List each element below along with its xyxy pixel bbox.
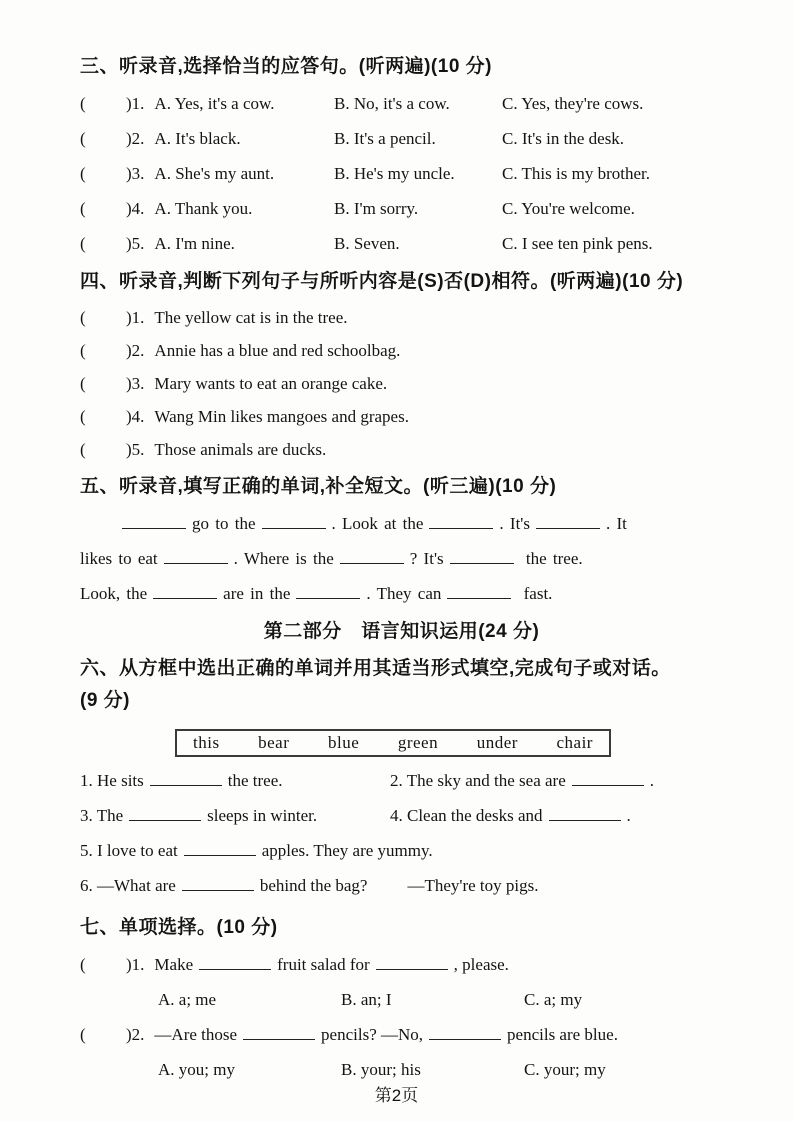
sentence-text: —They're toy pigs. xyxy=(407,876,539,895)
cloze-text: Look, the xyxy=(80,584,148,603)
statement-text: Wang Min likes mangoes and grapes. xyxy=(154,407,409,426)
sentence-text: . xyxy=(626,806,631,825)
s4-statement-row-1 xyxy=(80,301,723,334)
section-7-title: 七、单项选择。(10 分) xyxy=(80,917,278,938)
question-text: , please. xyxy=(453,955,509,974)
s3-question-row-2 xyxy=(80,121,723,156)
s3-question-row-5 xyxy=(80,226,723,261)
option-b: B. No, it's a cow. xyxy=(334,93,450,113)
option-b: B. Seven. xyxy=(334,233,400,253)
sentence-text: 1. He sits xyxy=(80,771,144,790)
sentence-text: 4. Clean the desks and xyxy=(390,806,543,825)
s3-question-row-1 xyxy=(80,86,723,121)
option-a: A. Thank you. xyxy=(154,198,253,218)
answer-paren-open: ( xyxy=(80,955,86,974)
answer-paren-open: ( xyxy=(80,93,86,113)
word-bank-word: chair xyxy=(556,733,593,752)
word-bank-word: bear xyxy=(258,733,290,752)
cloze-text: . They can xyxy=(366,584,442,603)
cloze-text: fast. xyxy=(523,584,553,603)
s6-item-6 xyxy=(80,868,723,903)
sentence-text: 3. The xyxy=(80,806,124,825)
answer-paren-open: ( xyxy=(80,374,86,393)
section-5-title: 五、听录音,填写正确的单词,补全短文。(听三遍)(10 分) xyxy=(80,476,557,497)
blank-line xyxy=(150,770,222,786)
question-text: pencils? —No, xyxy=(321,1025,424,1044)
answer-paren-open: ( xyxy=(80,308,86,327)
s3-question-row-3 xyxy=(80,156,723,191)
section-6-score: (9 分) xyxy=(80,690,131,711)
answer-paren-open: ( xyxy=(80,163,86,183)
sentence-text: apples. They are yummy. xyxy=(261,841,433,860)
cloze-text: are in the xyxy=(223,584,291,603)
sentence-text: 5. I love to eat xyxy=(80,841,178,860)
cloze-line-2 xyxy=(80,541,723,576)
s7-question-1 xyxy=(80,947,723,982)
question-number: )3. xyxy=(126,374,145,393)
page-number: 第2页 xyxy=(374,1086,419,1105)
option-b: B. an; I xyxy=(341,989,392,1009)
answer-paren-open: ( xyxy=(80,407,86,426)
blank-line xyxy=(243,1024,315,1040)
option-a: A. you; my xyxy=(158,1059,235,1079)
blank-line xyxy=(153,583,217,599)
question-number: )1. xyxy=(126,955,145,974)
part-2-header: 第二部分 语言知识运用(24 分) xyxy=(263,621,540,642)
option-c: C. This is my brother. xyxy=(502,163,650,183)
answer-paren-open: ( xyxy=(80,233,86,253)
word-bank-word: under xyxy=(476,733,518,752)
sentence-text: the tree. xyxy=(227,771,283,790)
cloze-line-1 xyxy=(80,506,723,541)
word-bank-word: green xyxy=(397,733,439,752)
answer-paren-open: ( xyxy=(80,128,86,148)
s6-items-row-1 xyxy=(80,763,723,798)
s6-items-row-2 xyxy=(80,798,723,833)
blank-line xyxy=(129,805,201,821)
blank-line xyxy=(164,548,228,564)
option-c: C. I see ten pink pens. xyxy=(502,233,653,253)
section-6-title: 六、从方框中选出正确的单词并用其适当形式填空,完成句子或对话。 xyxy=(80,658,671,679)
s6-item-5 xyxy=(80,833,723,868)
cloze-text: likes to eat xyxy=(80,549,158,568)
s4-statement-row-5 xyxy=(80,433,723,466)
question-number: )2. xyxy=(126,341,145,360)
cloze-text: the tree. xyxy=(525,549,583,568)
question-number: )4. xyxy=(126,198,145,218)
cloze-text: . Where is the xyxy=(233,549,334,568)
blank-line xyxy=(450,548,514,564)
option-a: A. I'm nine. xyxy=(154,233,235,253)
sentence-text: 6. —What are xyxy=(80,876,176,895)
blank-line xyxy=(184,840,256,856)
option-b: B. He's my uncle. xyxy=(334,163,455,183)
cloze-text: . Look at the xyxy=(331,514,424,533)
blank-line xyxy=(182,875,254,891)
cloze-text: . It's xyxy=(499,514,530,533)
word-bank-box xyxy=(175,729,611,757)
cloze-text: . It xyxy=(606,514,627,533)
option-c: C. It's in the desk. xyxy=(502,128,625,148)
statement-text: Annie has a blue and red schoolbag. xyxy=(154,341,401,360)
blank-line xyxy=(549,805,621,821)
s7-question-2 xyxy=(80,1017,723,1052)
sentence-text: behind the bag? xyxy=(259,876,368,895)
blank-line xyxy=(340,548,404,564)
question-text: pencils are blue. xyxy=(507,1025,618,1044)
question-number: )1. xyxy=(126,308,145,327)
word-bank-word: blue xyxy=(327,733,360,752)
option-c: C. Yes, they're cows. xyxy=(502,93,644,113)
option-b: B. I'm sorry. xyxy=(334,198,419,218)
question-text: Make xyxy=(154,955,194,974)
question-number: )5. xyxy=(126,233,145,253)
answer-paren-open: ( xyxy=(80,198,86,218)
cloze-line-3 xyxy=(80,576,723,611)
question-number: )2. xyxy=(126,1025,145,1044)
word-bank-word: this xyxy=(193,733,220,752)
question-number: )1. xyxy=(126,93,145,113)
question-number: )4. xyxy=(126,407,145,426)
s4-statement-row-2 xyxy=(80,334,723,367)
blank-line xyxy=(376,954,448,970)
statement-text: Mary wants to eat an orange cake. xyxy=(154,374,388,393)
option-a: A. It's black. xyxy=(154,128,241,148)
blank-line xyxy=(429,1024,501,1040)
question-text: fruit salad for xyxy=(277,955,370,974)
blank-line xyxy=(447,583,511,599)
option-c: C. your; my xyxy=(524,1059,606,1079)
answer-paren-open: ( xyxy=(80,341,86,360)
option-a: A. Yes, it's a cow. xyxy=(154,93,275,113)
question-number: )3. xyxy=(126,163,145,183)
sentence-text: 2. The sky and the sea are xyxy=(390,771,566,790)
statement-text: Those animals are ducks. xyxy=(154,440,327,459)
question-number: )2. xyxy=(126,128,145,148)
sentence-text: . xyxy=(649,771,655,790)
s4-statement-row-3 xyxy=(80,367,723,400)
cloze-text: go to the xyxy=(192,514,256,533)
sentence-text: sleeps in winter. xyxy=(207,806,318,825)
blank-line xyxy=(429,513,493,529)
question-text: —Are those xyxy=(154,1025,238,1044)
section-4-title: 四、听录音,判断下列句子与所听内容是(S)否(D)相符。(听两遍)(10 分) xyxy=(80,271,684,292)
s7-question-1-options xyxy=(158,982,723,1017)
option-c: C. You're welcome. xyxy=(502,198,635,218)
s3-question-row-4 xyxy=(80,191,723,226)
statement-text: The yellow cat is in the tree. xyxy=(154,308,348,327)
blank-line xyxy=(262,513,326,529)
s4-statement-row-4 xyxy=(80,400,723,433)
section-3-title: 三、听录音,选择恰当的应答句。(听两遍)(10 分) xyxy=(80,56,493,77)
option-b: B. your; his xyxy=(341,1059,421,1079)
question-number: )5. xyxy=(126,440,145,459)
option-a: A. a; me xyxy=(158,989,217,1009)
cloze-text: ? It's xyxy=(409,549,444,568)
blank-line xyxy=(122,513,186,529)
blank-line xyxy=(572,770,644,786)
blank-line xyxy=(536,513,600,529)
option-c: C. a; my xyxy=(524,989,583,1009)
option-a: A. She's my aunt. xyxy=(154,163,275,183)
blank-line xyxy=(199,954,271,970)
answer-paren-open: ( xyxy=(80,440,86,459)
answer-paren-open: ( xyxy=(80,1025,86,1044)
blank-line xyxy=(296,583,360,599)
option-b: B. It's a pencil. xyxy=(334,128,436,148)
